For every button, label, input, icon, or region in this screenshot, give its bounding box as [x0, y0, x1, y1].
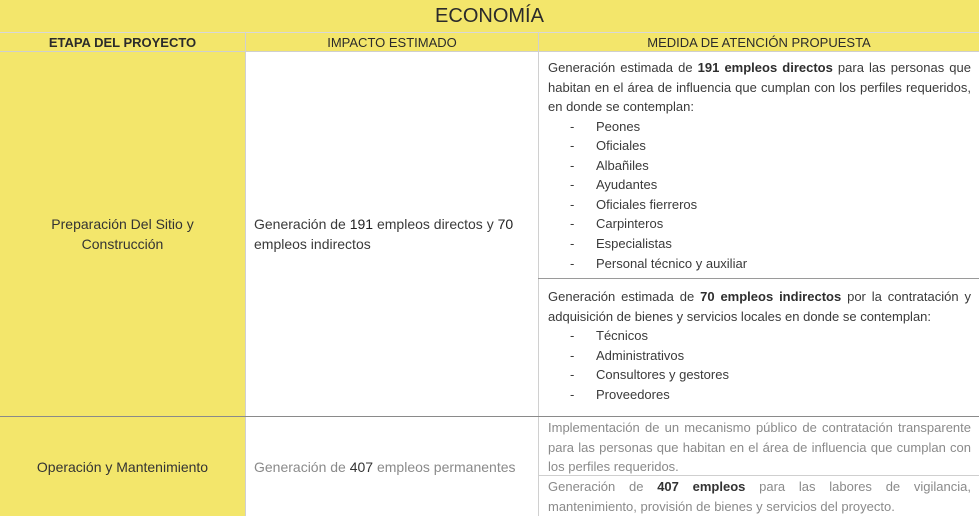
impact-operation-text: Generación de 407 empleos permanentes: [254, 458, 516, 475]
list-item: - Consultores y gestores: [548, 365, 971, 385]
stage-construction: [0, 52, 245, 416]
stage-operation: [0, 417, 245, 516]
list-item: - Albañiles: [548, 156, 971, 176]
impact-operation: [245, 417, 538, 516]
stage-construction-label: Preparación Del Sitio y Construcción: [51, 216, 194, 252]
list-item: - Oficiales: [548, 136, 971, 156]
impact-construction: [245, 52, 538, 416]
measure-direct-jobs: [538, 52, 979, 278]
list-item: - Personal técnico y auxiliar: [548, 254, 971, 274]
impact-construction-text: Generación de 191 empleos directos y 70 empleos indirectos: [254, 216, 514, 252]
list-item: - Proveedores: [548, 385, 971, 405]
list-item: - Técnicos: [548, 326, 971, 346]
list-item: - Peones: [548, 117, 971, 137]
measure-permanent-jobs: Generación de 407 empleos para las labores de vigilancia, mantenimiento, provisión de bienes y servicios del proyecto.: [538, 476, 979, 516]
list-item: - Oficiales fierreros: [548, 195, 971, 215]
list-item: - Ayudantes: [548, 175, 971, 195]
measure-indirect-jobs-text: Generación estimada de 70 empleos indirectos por la contratación y adquisición de bienes y servicios locales en donde se contemplan:: [548, 289, 971, 324]
header-impact: IMPACTO ESTIMADO: [245, 32, 538, 52]
list-item: - Administrativos: [548, 346, 971, 366]
stage-operation-label: Operación y Mantenimiento: [36, 458, 209, 475]
measure-direct-jobs-text: Generación estimada de 191 empleos directos para las personas que habitan en el área de influencia que cumplan con los perfiles requeridos, en donde se contemplan:: [548, 60, 971, 114]
table-title: ECONOMÍA: [0, 0, 979, 32]
measure-indirect-jobs: [538, 279, 979, 416]
list-item: - Carpinteros: [548, 214, 971, 234]
measure-contracting: Implementación de un mecanismo público de contratación transparente para las personas que habitan en el área de influencia que cumplan con los perfiles requeridos.: [538, 417, 979, 475]
list-item: - Especialistas: [548, 234, 971, 254]
header-stage: ETAPA DEL PROYECTO: [0, 32, 245, 52]
direct-jobs-list: [548, 117, 971, 274]
indirect-jobs-list: [548, 326, 971, 404]
header-measure: MEDIDA DE ATENCIÓN PROPUESTA: [538, 32, 979, 52]
